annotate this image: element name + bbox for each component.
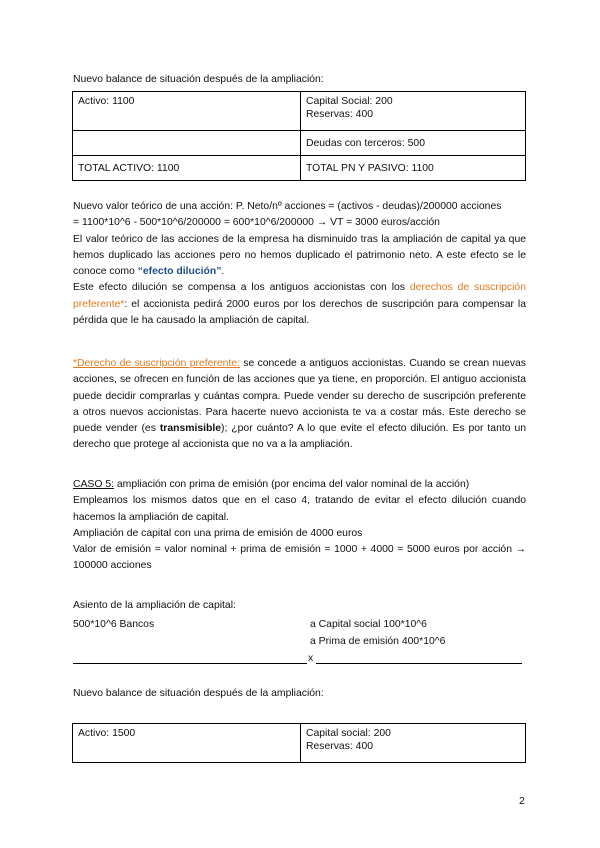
balance-heading-2: Nuevo balance de situación después de la ampliación: [73,688,324,699]
caso5-paragraph-2: Ampliación de capital con una prima de emisión de 4000 euros [73,527,363,539]
table-row [73,724,526,763]
valor-p2-text: Este efecto dilución se compensa a los antiguos accionistas con los [73,282,410,294]
derecho-text-b: ); ¿por cuánto? A lo que evite el efecto dilución. Es por tanto un derecho que protege al accionista que no va a la ampliación. [73,423,526,451]
caso5-block [73,477,526,575]
asiento-rule-right [316,663,522,664]
table-row [73,131,526,156]
reservas-value-2: Reservas: 400 [306,741,373,752]
asiento-debit: 500*10^6 Bancos [73,619,155,630]
valor-line-2: = 1100*10^6 - 500*10^6/200000 = 600*10^6/200000 → VT = 3000 euros/acción [73,217,440,229]
asiento-x-mark: x [308,653,314,664]
balance-table-2 [72,723,526,763]
valor-paragraph-2 [73,280,526,329]
caso5-paragraph-1: Empleamos los mismos datos que en el caso 4, tratando de evitar el efecto dilución cuando hacemos la ampliación de capital. [73,495,526,523]
deudas-cell: Deudas con terceros: 500 [301,131,526,156]
table-row [73,92,526,131]
total-activo-cell: TOTAL ACTIVO: 1100 [73,156,301,181]
total-pn-pasivo-cell: TOTAL PN Y PASIVO: 1100 [301,156,526,181]
derecho-block [73,356,526,454]
asiento-credit-1: a Capital social 100*10^6 [310,619,427,630]
empty-cell [73,131,301,156]
table-row [73,156,526,181]
valor-teorico-block [73,199,526,329]
asiento-rule-left [73,663,307,664]
pn-cell-2 [301,724,526,763]
balance-heading-1: Nuevo balance de situación después de la ampliación: [73,74,324,85]
caso5-label: CASO 5: [73,479,114,490]
activo-value: Activo: 1100 [78,96,135,107]
valor-line-1: Nuevo valor teórico de una acción: P. Neto/nº acciones = (activos - deudas)/200000 acciones [73,201,502,212]
reservas-value: Reservas: 400 [306,109,373,120]
capital-social-value: Capital Social: 200 [306,96,393,107]
valor-p1-text: El valor teórico de las acciones de la empresa ha disminuido tras la ampliación de capital ya que hemos duplicado las acciones pero no hemos duplicado el patrimonio neto. A este efecto se le conoce como [73,233,526,278]
caso5-title: ampliación con prima de emisión (por encima del valor nominal de la acción) [114,479,470,490]
balance-table-1 [72,91,526,181]
activo-cell-2 [73,724,301,763]
valor-paragraph-1 [73,232,526,281]
derecho-suscripcion-anchor[interactable]: *Derecho de suscripción preferente: [73,358,240,369]
activo-cell [73,92,301,131]
efecto-dilucion-term: “efecto dilución” [137,266,222,278]
asiento-heading: Asiento de la ampliación de capital: [73,600,236,611]
pn-cell [301,92,526,131]
caso5-paragraph-3: Valor de emisión = valor nominal + prima de emisión = 1000 + 4000 = 5000 euros por acción → 100000 acciones [73,544,526,572]
asiento-credit-2: a Prima de emisión 400*10^6 [310,636,446,647]
derecho-text-a: se concede a antiguos accionistas. Cuando se crean nuevas acciones, se ofrecen en función de las acciones que ya tiene, en proporción. El antiguo accionista puede decidir comprarlas y cuántas compra. Puede vender su derecho de suscripción preferente a otros nuevos accionistas. Para hacerte nuevo accionista te va a costar más. Este derecho se puede vender (es [73,358,527,435]
valor-p2-end: : el accionista pedirá 2000 euros por los derechos de suscripción para compensar la pérdida que le ha causado la ampliación de capital. [73,298,526,327]
capital-social-value-2: Capital social: 200 [306,728,391,739]
caso5-heading [73,477,526,493]
transmisible-term: transmisible [159,423,222,435]
valor-p1-end: . [221,266,225,278]
page-number: 2 [519,796,525,807]
activo-value-2: Activo: 1500 [78,728,136,739]
derechos-suscripcion-link[interactable]: derechos de suscripción preferente* [73,282,526,310]
